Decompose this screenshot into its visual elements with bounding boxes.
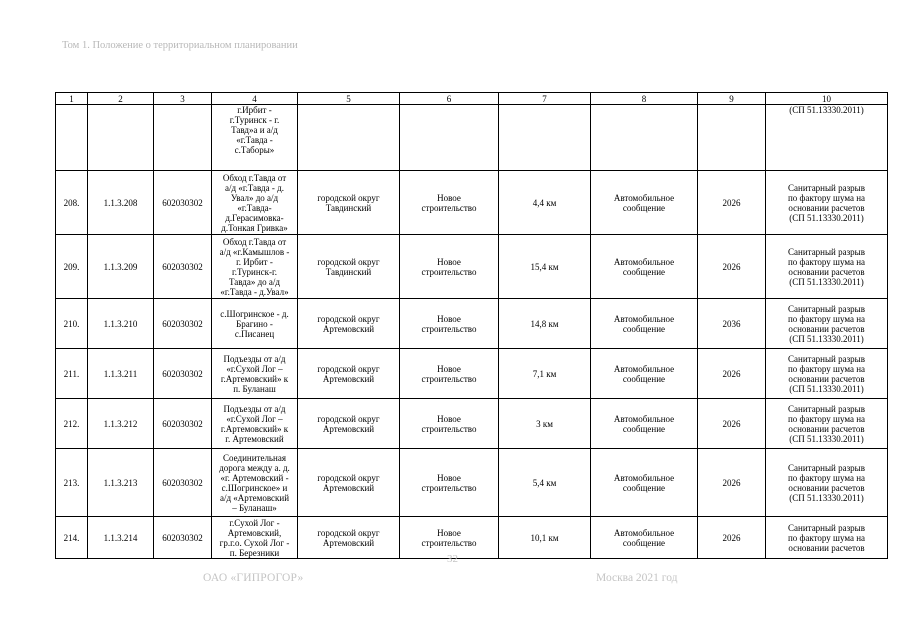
page-number: 32 bbox=[447, 553, 458, 565]
cell-length bbox=[499, 105, 591, 171]
cell-line: д.Герасимовка- bbox=[225, 212, 284, 223]
cell-line: Новое bbox=[437, 472, 461, 483]
table-row bbox=[56, 235, 888, 299]
cell-code bbox=[88, 105, 154, 171]
cell-line: Обход г.Тавда от bbox=[222, 236, 287, 247]
cell-line: Тавдинский bbox=[325, 266, 372, 277]
cell-line: п. Буланаш bbox=[233, 383, 276, 394]
cell-purpose bbox=[591, 105, 698, 171]
cell-line: г. Артемовский bbox=[225, 433, 284, 444]
cell-line: Подъезды от а/д bbox=[223, 353, 286, 364]
cell-zone bbox=[766, 349, 888, 399]
cell-line: д.Тонкая Гривка» bbox=[221, 222, 288, 233]
cell-year: 2026 bbox=[698, 517, 766, 559]
cell-line: Тавда» до а/д bbox=[228, 276, 281, 287]
cell-line: (СП 51.13330.2011) bbox=[789, 492, 864, 503]
cell-code: 1.1.3.213 bbox=[88, 449, 154, 517]
cell-line: по фактору шума на bbox=[787, 363, 866, 374]
cell-line: Артемовский bbox=[322, 537, 375, 548]
cell-line: по фактору шума на bbox=[787, 192, 866, 203]
cell-line: г.Туринск-г. bbox=[232, 266, 277, 277]
cell-name bbox=[212, 171, 298, 235]
cell-line: «г. Артемовский - bbox=[220, 472, 289, 483]
cell-year: 2026 bbox=[698, 399, 766, 449]
cell-line: сообщение bbox=[622, 202, 666, 213]
cell-num: 210. bbox=[56, 299, 88, 349]
cell-line: строительство bbox=[421, 373, 477, 384]
cell-purpose bbox=[591, 235, 698, 299]
cell-purpose bbox=[591, 299, 698, 349]
cell-id: 602030302 bbox=[154, 349, 212, 399]
territorial-planning-table bbox=[55, 92, 888, 559]
cell-num: 209. bbox=[56, 235, 88, 299]
cell-line: г. Ирбит - bbox=[236, 256, 273, 267]
cell-line: сообщение bbox=[622, 482, 666, 493]
cell-line: с.Шогринское - д. bbox=[220, 308, 289, 319]
cell-line: Санитарный разрыв bbox=[788, 522, 865, 533]
cell-zone bbox=[766, 171, 888, 235]
cell-location bbox=[298, 171, 400, 235]
column-header-7: 7 bbox=[499, 93, 591, 105]
cell-line: г.Туринск - г. bbox=[229, 115, 280, 125]
cell-line: (СП 51.13330.2011) bbox=[789, 433, 864, 444]
cell-line: строительство bbox=[421, 537, 477, 548]
cell-length: 3 км bbox=[499, 399, 591, 449]
column-header-1: 1 bbox=[56, 93, 88, 105]
cell-line: строительство bbox=[421, 323, 477, 334]
cell-line: Автомобильное bbox=[613, 527, 675, 538]
column-header-9: 9 bbox=[698, 93, 766, 105]
cell-line: Обход г.Тавда от bbox=[222, 172, 287, 183]
cell-code: 1.1.3.210 bbox=[88, 299, 154, 349]
cell-purpose bbox=[591, 349, 698, 399]
cell-line: строительство bbox=[421, 266, 477, 277]
cell-year: 2026 bbox=[698, 349, 766, 399]
cell-line: основании расчетов bbox=[788, 323, 865, 334]
cell-num: 208. bbox=[56, 171, 88, 235]
cell-line: Новое bbox=[437, 256, 461, 267]
cell-line: Артемовский bbox=[322, 373, 375, 384]
cell-id: 602030302 bbox=[154, 171, 212, 235]
cell-line: основании расчетов bbox=[788, 373, 865, 384]
cell-line: сообщение bbox=[622, 323, 666, 334]
cell-line: «г.Сухой Лог – bbox=[226, 413, 283, 424]
cell-line: основании расчетов bbox=[788, 266, 865, 277]
cell-line: строительство bbox=[421, 482, 477, 493]
cell-name bbox=[212, 105, 298, 171]
cell-location bbox=[298, 299, 400, 349]
column-header-4: 4 bbox=[212, 93, 298, 105]
cell-line: Соединительная bbox=[223, 452, 286, 463]
cell-purpose bbox=[591, 171, 698, 235]
cell-line: Новое bbox=[437, 527, 461, 538]
cell-line: Подъезды от а/д bbox=[223, 403, 286, 414]
cell-location bbox=[298, 235, 400, 299]
cell-line: по фактору шума на bbox=[787, 313, 866, 324]
cell-line: Санитарный разрыв bbox=[788, 462, 865, 473]
cell-line: сообщение bbox=[622, 266, 666, 277]
cell-line: «г.Сухой Лог – bbox=[226, 363, 283, 374]
cell-line: «г.Тавда- bbox=[237, 202, 272, 213]
cell-line: сообщение bbox=[622, 373, 666, 384]
cell-code: 1.1.3.211 bbox=[88, 349, 154, 399]
cell-type bbox=[400, 105, 499, 171]
cell-line: Автомобильное bbox=[613, 192, 675, 203]
cell-id: 602030302 bbox=[154, 399, 212, 449]
cell-line: (СП 51.13330.2011) bbox=[789, 333, 864, 344]
cell-line: Санитарный разрыв bbox=[788, 303, 865, 314]
cell-num bbox=[56, 105, 88, 171]
cell-line: п. Березники bbox=[229, 547, 280, 558]
cell-line: Автомобильное bbox=[613, 413, 675, 424]
cell-line: «г.Тавда - bbox=[236, 135, 273, 145]
cell-line: г.Сухой Лог - bbox=[229, 517, 280, 528]
cell-line: с.Таборы» bbox=[234, 145, 275, 155]
cell-id: 602030302 bbox=[154, 517, 212, 559]
cell-name bbox=[212, 235, 298, 299]
cell-location bbox=[298, 449, 400, 517]
cell-line: Увал» до а/д bbox=[230, 192, 279, 203]
cell-line: по фактору шума на bbox=[787, 256, 866, 267]
cell-line: Новое bbox=[437, 313, 461, 324]
cell-location bbox=[298, 349, 400, 399]
table-row bbox=[56, 299, 888, 349]
cell-purpose bbox=[591, 449, 698, 517]
cell-line: г.Артемовский» к bbox=[220, 373, 289, 384]
cell-line: Автомобильное bbox=[613, 363, 675, 374]
column-header-6: 6 bbox=[400, 93, 499, 105]
cell-year: 2026 bbox=[698, 171, 766, 235]
column-header-3: 3 bbox=[154, 93, 212, 105]
cell-line: Артемовский bbox=[322, 323, 375, 334]
cell-line: – Буланаш» bbox=[232, 502, 277, 513]
cell-line: городской округ bbox=[317, 363, 380, 374]
cell-line: городской округ bbox=[317, 472, 380, 483]
cell-code: 1.1.3.208 bbox=[88, 171, 154, 235]
cell-zone bbox=[766, 399, 888, 449]
cell-line: основании расчетов bbox=[788, 482, 865, 493]
cell-line: Санитарный разрыв bbox=[788, 182, 865, 193]
cell-line: Санитарный разрыв bbox=[788, 246, 865, 257]
cell-line: Тавд»а и а/д bbox=[231, 125, 278, 135]
cell-line: сообщение bbox=[622, 423, 666, 434]
cell-line: по фактору шума на bbox=[787, 472, 866, 483]
cell-line: основании расчетов bbox=[788, 423, 865, 434]
table-row bbox=[56, 171, 888, 235]
cell-line: Новое bbox=[437, 192, 461, 203]
cell-name bbox=[212, 299, 298, 349]
cell-year: 2026 bbox=[698, 235, 766, 299]
cell-year bbox=[698, 105, 766, 171]
cell-code: 1.1.3.212 bbox=[88, 399, 154, 449]
cell-name bbox=[212, 349, 298, 399]
cell-line: (СП 51.13330.2011) bbox=[789, 212, 864, 223]
cell-type bbox=[400, 171, 499, 235]
cell-name bbox=[212, 449, 298, 517]
cell-type bbox=[400, 449, 499, 517]
cell-purpose bbox=[591, 399, 698, 449]
cell-line: Автомобильное bbox=[613, 472, 675, 483]
cell-line: с.Шогринское» и bbox=[221, 482, 288, 493]
cell-location bbox=[298, 105, 400, 171]
cell-line: городской округ bbox=[317, 256, 380, 267]
table-header-row bbox=[56, 93, 888, 105]
cell-line: сообщение bbox=[622, 537, 666, 548]
cell-line: основании расчетов bbox=[788, 202, 865, 213]
cell-line: «г.Тавда - д.Увал» bbox=[220, 286, 289, 297]
cell-line: дорога между а. д. bbox=[219, 462, 290, 473]
cell-line: г.Артемовский» к bbox=[220, 423, 289, 434]
column-header-2: 2 bbox=[88, 93, 154, 105]
cell-length: 15,4 км bbox=[499, 235, 591, 299]
cell-line: Автомобильное bbox=[613, 256, 675, 267]
cell-num: 212. bbox=[56, 399, 88, 449]
cell-name bbox=[212, 399, 298, 449]
cell-zone bbox=[766, 105, 888, 171]
cell-length: 10,1 км bbox=[499, 517, 591, 559]
cell-location bbox=[298, 399, 400, 449]
cell-zone bbox=[766, 235, 888, 299]
cell-line: гр.г.о. Сухой Лог - bbox=[219, 537, 290, 548]
column-header-8: 8 bbox=[591, 93, 698, 105]
cell-num: 213. bbox=[56, 449, 88, 517]
column-header-5: 5 bbox=[298, 93, 400, 105]
cell-line: Санитарный разрыв bbox=[788, 403, 865, 414]
cell-line: Артемовский bbox=[322, 482, 375, 493]
cell-line: Новое bbox=[437, 363, 461, 374]
footer-city-year: Москва 2021 год bbox=[596, 572, 678, 584]
cell-type bbox=[400, 349, 499, 399]
cell-zone bbox=[766, 299, 888, 349]
cell-line: Артемовский bbox=[322, 423, 375, 434]
cell-line: Новое bbox=[437, 413, 461, 424]
cell-line: (СП 51.13330.2011) bbox=[789, 383, 864, 394]
cell-length: 4,4 км bbox=[499, 171, 591, 235]
cell-line: основании расчетов bbox=[788, 542, 865, 553]
cell-line: городской округ bbox=[317, 527, 380, 538]
cell-length: 14,8 км bbox=[499, 299, 591, 349]
cell-year: 2026 bbox=[698, 449, 766, 517]
cell-line: (СП 51.13330.2011) bbox=[789, 276, 864, 287]
cell-line: Санитарный разрыв bbox=[788, 353, 865, 364]
cell-num: 211. bbox=[56, 349, 88, 399]
cell-line: городской округ bbox=[317, 192, 380, 203]
cell-length: 5,4 км bbox=[499, 449, 591, 517]
cell-zone bbox=[766, 449, 888, 517]
column-header-10: 10 bbox=[766, 93, 888, 105]
cell-id bbox=[154, 105, 212, 171]
cell-type bbox=[400, 399, 499, 449]
cell-line: Артемовский, bbox=[227, 527, 282, 538]
cell-code: 1.1.3.214 bbox=[88, 517, 154, 559]
cell-line: городской округ bbox=[317, 413, 380, 424]
cell-year: 2036 bbox=[698, 299, 766, 349]
table-row-continuation bbox=[56, 105, 888, 171]
cell-type bbox=[400, 299, 499, 349]
table-row bbox=[56, 449, 888, 517]
footer-organization: ОАО «ГИПРОГОР» bbox=[203, 572, 304, 584]
cell-line: с.Писанец bbox=[234, 328, 275, 339]
cell-line: строительство bbox=[421, 202, 477, 213]
cell-line: а/д «г.Камышлов - bbox=[219, 246, 290, 257]
cell-type bbox=[400, 235, 499, 299]
document-header: Том 1. Положение о территориальном планировании bbox=[62, 40, 298, 51]
cell-num: 214. bbox=[56, 517, 88, 559]
cell-line: городской округ bbox=[317, 313, 380, 324]
cell-line: (СП 51.13330.2011) bbox=[789, 105, 864, 115]
cell-line: Тавдинский bbox=[325, 202, 372, 213]
cell-id: 602030302 bbox=[154, 235, 212, 299]
cell-code: 1.1.3.209 bbox=[88, 235, 154, 299]
cell-id: 602030302 bbox=[154, 299, 212, 349]
cell-id: 602030302 bbox=[154, 449, 212, 517]
cell-line: по фактору шума на bbox=[787, 532, 866, 543]
cell-line: по фактору шума на bbox=[787, 413, 866, 424]
cell-line: строительство bbox=[421, 423, 477, 434]
cell-line: а/д «Артемовский bbox=[219, 492, 290, 503]
cell-line: а/д «г.Тавда - д. bbox=[225, 182, 284, 193]
cell-length: 7,1 км bbox=[499, 349, 591, 399]
cell-line: Автомобильное bbox=[613, 313, 675, 324]
cell-line: г.Ирбит - bbox=[237, 105, 272, 115]
table-row bbox=[56, 399, 888, 449]
cell-line: Брагино - bbox=[236, 318, 273, 329]
table-row bbox=[56, 349, 888, 399]
